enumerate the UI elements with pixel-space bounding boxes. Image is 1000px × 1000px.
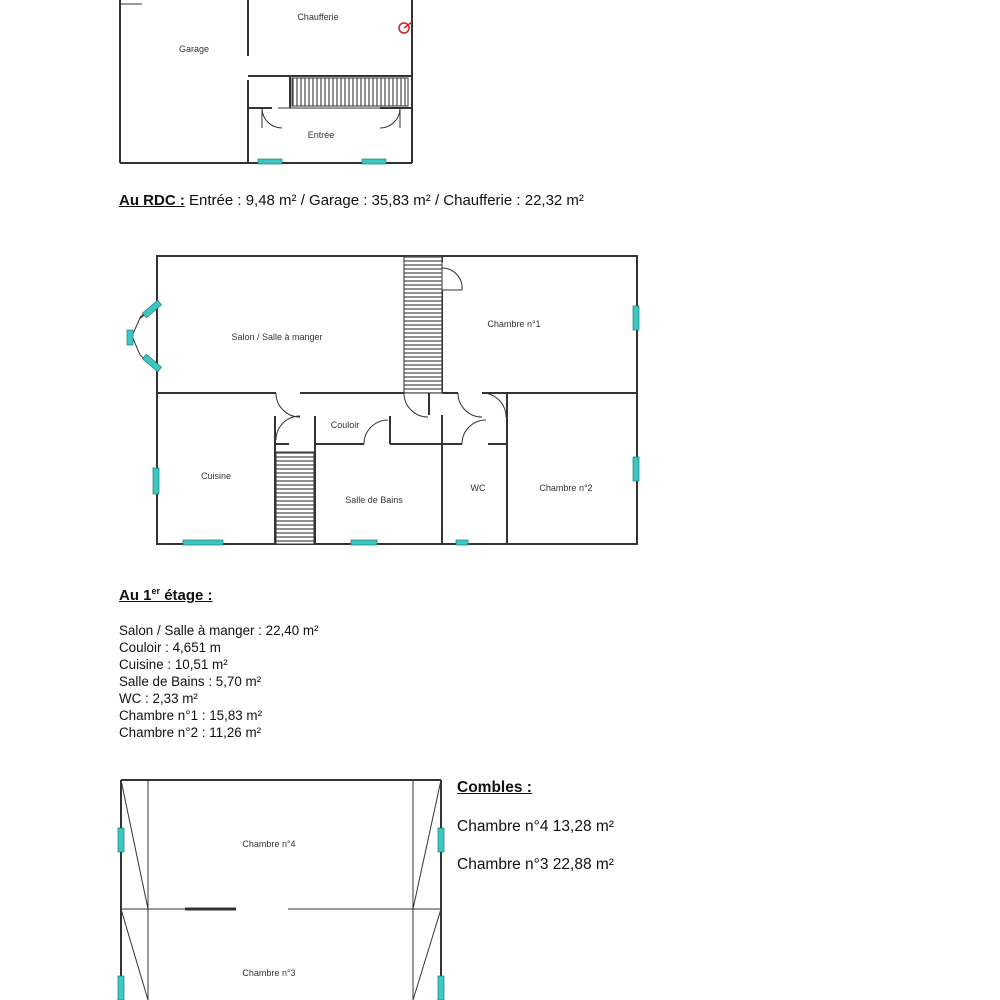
- first-floor-stairs-main: [404, 256, 442, 393]
- window: [118, 976, 124, 1000]
- first-floor-heading-sup: er: [151, 586, 161, 596]
- first-floor-stairs-secondary: [276, 452, 314, 544]
- area-item: Salle de Bains : 5,70 m²: [119, 674, 262, 689]
- window: [183, 540, 223, 545]
- room-label-wc: WC: [470, 483, 486, 493]
- window: [438, 976, 444, 1000]
- room-label-chambre4: Chambre n°4: [242, 839, 296, 849]
- ground-floor-heading: Au RDC :: [119, 192, 185, 209]
- room-label-entree: Entrée: [307, 130, 335, 140]
- attic-heading: Combles :: [457, 779, 532, 796]
- window: [633, 306, 639, 330]
- window: [258, 159, 282, 164]
- room-label-chaufferie: Chaufferie: [297, 12, 339, 22]
- ground-floor-areas: Entrée : 9,48 m² / Garage : 35,83 m² / Chaufferie : 22,32 m²: [189, 192, 584, 209]
- ground-floor-caption: [119, 192, 584, 209]
- room-label-cuisine: Cuisine: [200, 471, 232, 481]
- area-item: Chambre n°1 : 15,83 m²: [119, 708, 263, 723]
- window: [438, 828, 444, 852]
- room-label-chambre3: Chambre n°3: [242, 968, 296, 978]
- window: [118, 828, 124, 852]
- window: [351, 540, 377, 545]
- attic-item: Chambre n°4 13,28 m²: [457, 818, 614, 835]
- window: [153, 468, 159, 494]
- window: [362, 159, 386, 164]
- area-item: Couloir : 4,651 m: [119, 640, 221, 655]
- room-label-sdb: Salle de Bains: [345, 495, 403, 505]
- area-item: Chambre n°2 : 11,26 m²: [119, 725, 262, 740]
- ground-floor-stairs: [292, 78, 408, 106]
- room-label-chambre2: Chambre n°2: [539, 483, 593, 493]
- room-label-garage: Garage: [178, 44, 210, 54]
- room-label-couloir: Couloir: [330, 420, 360, 430]
- attic-item: Chambre n°3 22,88 m²: [457, 856, 614, 873]
- window: [456, 540, 468, 545]
- room-label-chambre1: Chambre n°1: [487, 319, 541, 329]
- first-floor-heading-prefix: Au 1: [119, 587, 152, 604]
- area-item: Cuisine : 10,51 m²: [119, 657, 228, 672]
- window: [633, 457, 639, 481]
- first-floor-heading-suffix: étage :: [160, 587, 213, 604]
- first-floor-area-list: [119, 622, 318, 741]
- area-item: WC : 2,33 m²: [119, 691, 198, 706]
- room-label-salon: Salon / Salle à manger: [231, 332, 323, 342]
- attic-plan: [121, 780, 441, 1000]
- first-floor-heading: [119, 586, 213, 604]
- area-item: Salon / Salle à manger : 22,40 m²: [119, 623, 319, 638]
